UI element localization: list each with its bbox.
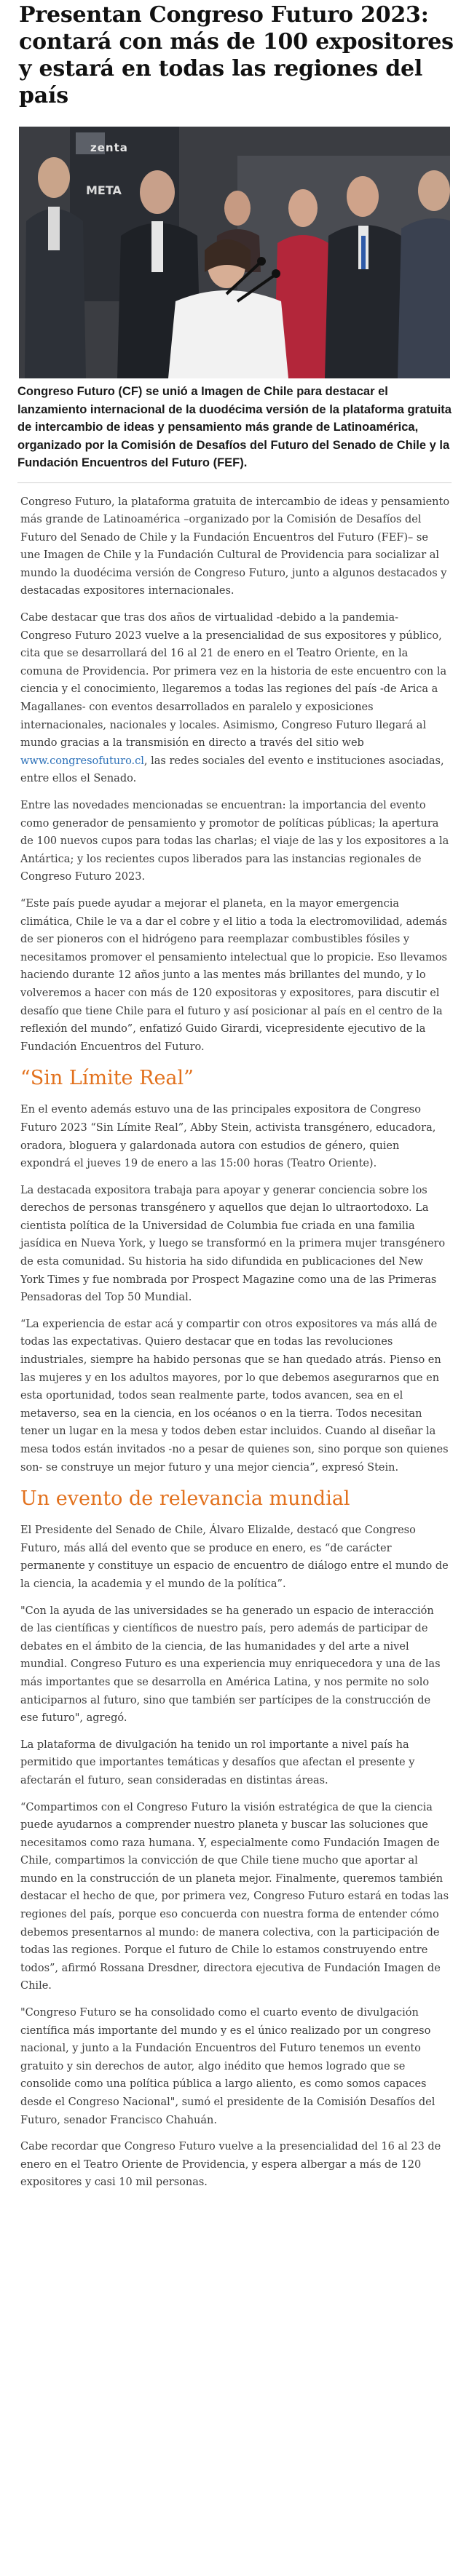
article-title: Presentan Congreso Futuro 2023: contará con más de 100 expositores y estará en todas las regiones del país xyxy=(19,2,454,108)
paragraph: “La experiencia de estar acá y compartir con otros expositores va más allá de todas las expectativas. Quiero destacar que en todas las revoluciones industriales, siempre ha habido personas que se han quedado atrás. Pienso en las mujeres y en los adultos mayores, por lo que debemos asegurarnos que en esta oportunidad, todos sean realmente parte, todos avancen, sea en el metaverso, sea en la ciencia, en los océanos o en la tierra. Todos necesitan tener un lugar en la mesa y todos deben estar incluidos. Cuando al diseñar la mesa todos están invitados -no a pesar de quienes son, sino porque son quienes son- se construye un mejor futuro y una mejor ciencia”, expresó Stein. xyxy=(20,1318,449,1474)
paragraph: Congreso Futuro, la plataforma gratuita de intercambio de ideas y pensamiento más grande de Latinoamérica –organizado por la Comisión de Desafíos del Futuro del Senado de Chile y la Fundación Encuentros del Futuro (FEF)– se une Imagen de Chile y la Fundación Cultural de Providencia para socializar al mundo la duodécima versión de Congreso Futuro, junto a algunos destacados y destacadas expositores internacionales. xyxy=(20,496,450,597)
section-heading-relevancia-mundial: Un evento de relevancia mundial xyxy=(20,1487,350,1511)
press-conference-image xyxy=(19,127,450,378)
section-heading-sin-limite-real: “Sin Límite Real” xyxy=(20,1067,194,1090)
paragraph-text: , las redes sociales del evento e instituciones asociadas, entre ellos el Senado. xyxy=(20,755,444,785)
article xyxy=(0,1,469,2215)
paragraph: “Compartimos con el Congreso Futuro la visión estratégica de que la ciencia puede ayudarnos a comprender nuestro planeta y buscar las soluciones que necesitamos como raza humana. Y, especialmente como Fundación Imagen de Chile, compartimos la convicción de que Chile tiene mucho que aportar al mundo en la construcción de un planeta mejor. Finalmente, queremos también destacar el hecho de que, por primera vez, Congreso Futuro estará en todas las regiones del país, porque eso concuerda con nuestra forma de entender cómo debemos presentarnos al mundo: de manera colectiva, con la participación de todas las regiones. Porque el futuro de Chile lo estamos construyendo entre todos”, afirmó Rossana Dresdner, directora ejecutiva de Fundación Imagen de Chile. xyxy=(20,1801,449,1992)
paragraph: La plataforma de divulgación ha tenido un rol importante a nivel país ha permitido que importantes temáticas y desafíos que afectan el presente y afectarán el futuro, sean consideradas en distintas áreas. xyxy=(20,1738,415,1786)
paragraph-text: Cabe destacar que tras dos años de virtualidad -debido a la pandemia- Congreso Futuro 2023 vuelve a la presencialidad de sus expositores y público, cita que se desarrollará del 16 al 21 de enero en el Teatro Oriente, en la comuna de Providencia. Por primera vez en la historia de este encuentro con la ciencia y el conocimiento, llegaremos a todas las regiones del país -de Arica a Magallanes- con eventos desarrollados en paralelo y exposiciones internacionales, nacionales y locales. Asimismo, Congreso Futuro llegará al mundo gracias a la transmisión en directo a través del sitio web xyxy=(20,612,447,750)
paragraph: El Presidente del Senado de Chile, Álvaro Elizalde, destacó que Congreso Futuro, más allá del evento que se produce en enero, es “de carácter permanente y constituye un espacio de encuentro de diálogo entre el mundo de la ciencia, la academia y el mundo de la política”. xyxy=(20,1524,449,1590)
paragraph: "Congreso Futuro se ha consolidado como el cuarto evento de divulgación científica más importante del mundo y es el único realizado por un congreso nacional, y junto a la Fundación Encuentros del Futuro tenemos un evento gratuito y sin derechos de autor, algo inédito que hemos logrado que se consolide como una política pública a largo aliento, es como somos capaces desde el Congreso Nacional", sumó el presidente de la Comisión Desafíos del Futuro, senador Francisco Chahuán. xyxy=(20,2007,436,2126)
zenta-logo: zenta xyxy=(90,141,128,154)
paragraph xyxy=(20,609,450,788)
congresofuturo-link[interactable]: www.congresofuturo.cl xyxy=(20,755,144,767)
article-body xyxy=(9,493,460,2192)
photo-caption: Congreso Futuro (CF) se unió a Imagen de Chile para destacar el lanzamiento internacional de la duodécima versión de la plataforma gratuita de intercambio de ideas y pensamiento más grande de Latinoamérica, organizado por la Comisión de Desafíos del Futuro del Senado de Chile y la Fundación Encuentros del Futuro (FEF). xyxy=(17,383,452,483)
meta-sign: META xyxy=(86,183,122,197)
paragraph: En el evento además estuvo una de las principales expositora de Congreso Futuro 2023 “Sin Límite Real”, Abby Stein, activista transgénero, educadora, oradora, bloguera y galardonada autora con estudios de género, quien expondrá el jueves 19 de enero a las 15:00 horas (Teatro Oriente). xyxy=(20,1104,436,1170)
paragraph: Entre las novedades mencionadas se encuentran: la importancia del evento como generador de pensamiento y promotor de políticas públicas; la apertura de 100 nuevos cupos para todas las charlas; el viaje de las y los expositores a la Antártica; y los recientes cupos liberados para las instancias regionales de Congreso Futuro 2023. xyxy=(20,800,449,883)
paragraph: La destacada expositora trabaja para apoyar y generar conciencia sobre los derechos de personas transgénero y aquellos que dejan lo ultraortodoxo. La cientista política de la Universidad de Columbia fue criada en una familia jasídica en Nueva York, y luego se transformó en la primera mujer transgénero de esta comunidad. Su historia ha sido difundida en publicaciones del New York Times y fue nombrada por Prospect Magazine como una de las Primeras Pensadoras del Top 50 Mundial. xyxy=(20,1184,446,1304)
paragraph: "Con la ayuda de las universidades se ha generado un espacio de interacción de las científicas y científicos de nuestro país, pero además de participar de debates en el ámbito de la ciencia, de las humanidades y del arte a nivel mundial. Congreso Futuro es una experiencia muy enriquecedora y una de las más importantes que se desarrolla en América Latina, y nos permite no solo anticiparnos al futuro, sino que también ser partícipes de la construcción de ese futuro", agregó. xyxy=(20,1605,441,1725)
article-photo xyxy=(19,127,450,378)
paragraph: “Este país puede ayudar a mejorar el planeta, en la mayor emergencia climática, Chile le va a dar el cobre y el litio a toda la electromovilidad, además de ser pioneros con el hidrógeno para reemplazar combustibles fósiles y necesitamos promover el pensamiento intelectual que lo propicie. Eso llevamos haciendo durante 12 años junto a las mentes más brillantes del mundo, y lo volveremos a hacer con más de 120 expositoras y expositores, para discutir el desafío que tiene Chile para el futuro y así posicionar al país en el centro de la reflexión del mundo”, enfatizó Guido Girardi, vicepresidente ejecutivo de la Fundación Encuentros del Futuro. xyxy=(20,897,447,1053)
paragraph: Cabe recordar que Congreso Futuro vuelve a la presencialidad del 16 al 23 de enero en el Teatro Oriente de Providencia, y espera albergar a más de 120 expositores y casi 10 mil personas. xyxy=(20,2141,441,2189)
